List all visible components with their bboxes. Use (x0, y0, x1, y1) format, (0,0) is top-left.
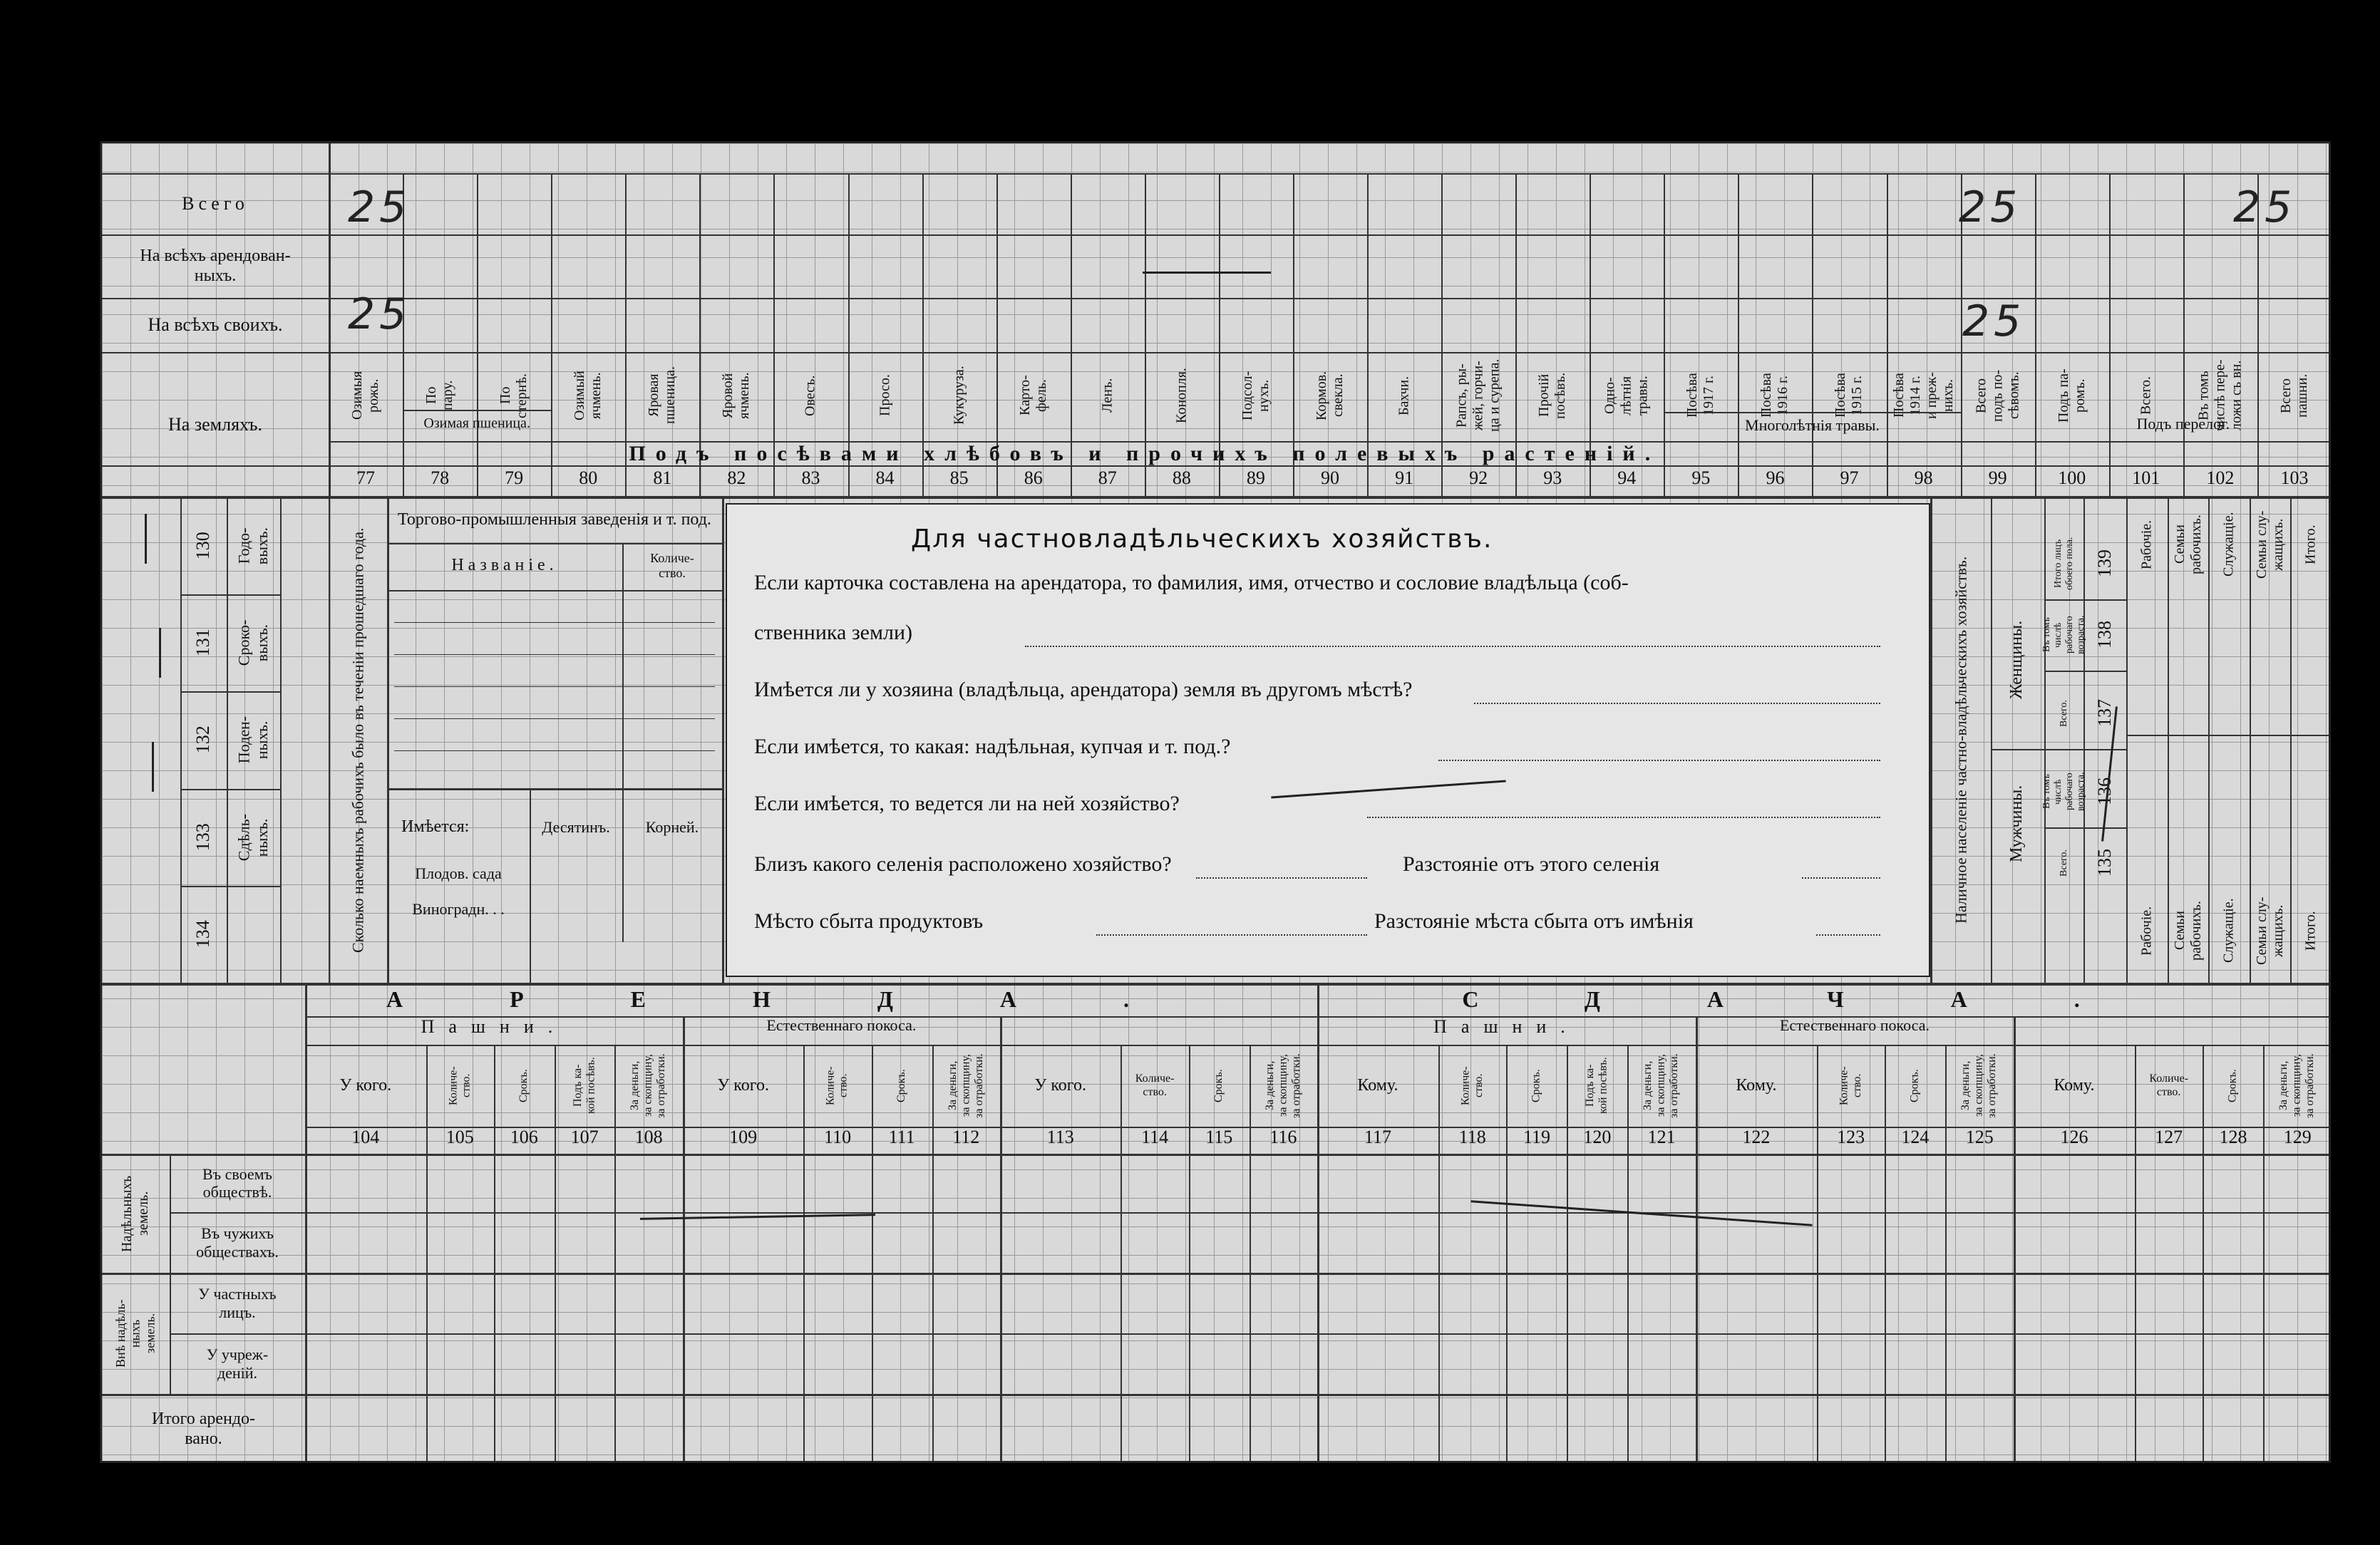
lease-column-header: За деньги, за скопщину, за отработки. (1959, 1053, 1999, 1118)
column-number-94: 94 (1617, 467, 1637, 488)
worker-type-label: Годо- выхъ. (235, 527, 271, 565)
far-right-header: Семьи слу- жащихъ. (2253, 510, 2286, 579)
lease-column-header: У кого. (717, 1075, 769, 1095)
lease-column-number: 122 (1742, 1127, 1771, 1147)
private-farm-question: Разстоянiе мѣста сбыта отъ имѣнiя (1374, 909, 1694, 933)
top-row-rule (102, 234, 2331, 236)
column-header-98: Посѣва 1914 г. и преж- нихъ. (1890, 372, 1956, 419)
bottom-rule (305, 1045, 2331, 1046)
column-number-81: 81 (653, 467, 672, 488)
population-title: Наличное населенiе частно-владѣльческихъ хозяйствъ. (1952, 556, 1970, 924)
column-header-99: Всего подъ по- сѣвомъ. (1973, 369, 2022, 422)
lease-column-number: 109 (729, 1127, 758, 1147)
pop-column-number: 135 (2094, 849, 2116, 877)
column-header-80: Озимый ячмень. (572, 371, 604, 420)
dotted-answer-line (1438, 760, 1880, 761)
top-row-rule (102, 352, 2331, 353)
dotted-answer-line (1816, 934, 1880, 936)
column-header-94: Одно- лѣтнiя травы. (1602, 376, 1651, 415)
column-header-88: Конопля. (1173, 368, 1190, 423)
worker-row-number: 132 (192, 725, 214, 754)
lease-column-number: 115 (1205, 1127, 1233, 1147)
column-header-81: Яровая пшеница. (646, 366, 679, 425)
pop-column-number: 139 (2094, 549, 2116, 578)
mid-rule (722, 497, 724, 983)
torg-dotted-line (394, 750, 715, 751)
lease-column-header: У кого. (1034, 1075, 1087, 1095)
lease-column-number: 111 (888, 1127, 915, 1147)
pod-perelog-label: Подъ перелог. (2136, 415, 2230, 433)
lease-column-header: За деньги, за скопщину, за отработки. (946, 1053, 985, 1118)
dotted-answer-line (1025, 646, 1880, 647)
column-number-79: 79 (505, 467, 524, 488)
muzhchiny-label: Мужчины. (2007, 785, 2026, 863)
column-number-103: 103 (2280, 467, 2309, 488)
row-label-svoih: На всѣхъ своихъ. (148, 314, 283, 336)
lease-column-number: 117 (1364, 1127, 1391, 1147)
torg-title: Торгово-промышленныя заведенiя и т. под. (398, 510, 711, 529)
lease-column-number: 116 (1269, 1127, 1297, 1147)
lease-column-number: 107 (570, 1127, 599, 1147)
private-farm-question: Разстоянiе отъ этого селенiя (1403, 852, 1660, 876)
lease-column-number: 113 (1046, 1127, 1074, 1147)
lease-column-header: Количе- ство. (1838, 1066, 1863, 1105)
pop-column-number: 138 (2094, 621, 2116, 649)
far-right-header: Служащiе. (2220, 512, 2237, 577)
pen-tick (152, 742, 154, 792)
worker-type-label: Сроко- выхъ. (235, 620, 271, 666)
mid-cell-rule (180, 691, 280, 693)
lease-column-number: 112 (952, 1127, 980, 1147)
column-number-90: 90 (1320, 467, 1339, 488)
lease-column-header: Подъ ка- кой посѣвъ. (571, 1057, 597, 1115)
lease-column-header: Срокъ. (517, 1069, 530, 1102)
column-number-91: 91 (1395, 467, 1414, 488)
column-number-86: 86 (1024, 467, 1043, 488)
dotted-answer-line (1196, 877, 1367, 879)
lease-column-header: У кого. (339, 1075, 392, 1095)
lease-column-header: За деньги, за скопщину, за отработки. (1642, 1053, 1681, 1118)
lease-column-number: 105 (445, 1127, 474, 1147)
pop-rule (2044, 671, 2126, 672)
column-number-85: 85 (949, 467, 969, 488)
lease-column-header: За деньги, за скопщину, за отработки. (629, 1053, 668, 1118)
top-row-rule (102, 173, 2331, 175)
column-header-103: Всего пашни. (2277, 373, 2310, 418)
column-number-84: 84 (875, 467, 895, 488)
lease-column-header: Срокъ. (1212, 1069, 1225, 1102)
lease-column-header: Кому. (2054, 1075, 2095, 1095)
column-number-89: 89 (1246, 467, 1265, 488)
torg-dotted-line (394, 622, 715, 623)
column-header-92: Рапсъ, ры- жей, горчи- ца и сурепа. (1453, 358, 1503, 433)
column-number-97: 97 (1840, 467, 1859, 488)
torg-qty-header: Количе- ство. (650, 551, 694, 580)
desyatin-header: Десятинъ. (542, 818, 610, 837)
bottom-row-rule (170, 1333, 2331, 1335)
lease-column-number: 110 (824, 1127, 852, 1147)
lease-column-header: Срокъ. (2226, 1069, 2239, 1102)
crops-banner: Подъ посѣвами хлѣбовъ и прочихъ полевыхъ растенiй. (629, 441, 1661, 465)
mid-cell-rule (180, 594, 280, 596)
bottom-row-rule (102, 1273, 2331, 1275)
column-number-92: 92 (1469, 467, 1488, 488)
lease-column-header: Количе- ство. (1135, 1073, 1175, 1098)
dotted-answer-line (1096, 934, 1367, 936)
estestv-label: Естественнаго покоса. (1779, 1016, 1930, 1034)
row-label-na-zemlyah: На земляхъ. (168, 414, 262, 435)
lease-column-header: Кому. (1357, 1075, 1398, 1095)
torg-col-rule (622, 543, 624, 942)
worker-row-number: 131 (192, 629, 214, 657)
lease-column-header: За деньги, за скопщину, за отработки. (2277, 1053, 2317, 1118)
mid-cell-rule (180, 886, 280, 887)
lease-column-number: 121 (1647, 1127, 1676, 1147)
column-header-83: Овесъ. (802, 375, 818, 416)
column-header-79: По стернѣ. (498, 373, 530, 418)
far-right-header: Итого. (2302, 525, 2319, 564)
column-header-85: Кукуруза. (951, 366, 967, 425)
column-header-91: Бахчи. (1396, 376, 1412, 415)
private-farm-question: Если карточка составлена на арендатора, то фамилия, имя, отчество и сословие владѣльца (соб- (754, 571, 1629, 594)
far-right-footer: Итого. (2302, 911, 2319, 951)
lease-column-header: Количе- ство. (446, 1066, 473, 1105)
row-label-vsego: Всего (182, 193, 249, 215)
private-farm-question: Имѣется ли у хозяина (владѣльца, арендатора) земля въ другомъ мѣстѣ? (754, 678, 1413, 701)
private-farm-question: ственника земли) (754, 621, 912, 644)
zhenschiny-label: Женщины. (2007, 620, 2026, 700)
lease-column-number: 126 (2060, 1127, 2088, 1147)
lease-column-header: Срокъ. (895, 1069, 907, 1102)
torg-dotted-line (394, 718, 715, 719)
top-col-rule (2035, 173, 2036, 497)
column-number-102: 102 (2206, 467, 2235, 488)
column-header-93: Прочiй посѣвъ. (1536, 372, 1569, 419)
lease-column-header: Кому. (1736, 1075, 1777, 1095)
column-header-100: Подъ па- ромъ. (2055, 368, 2088, 423)
pop-column-label: Итого лицъ обоего пола. (2052, 537, 2075, 591)
column-number-100: 100 (2058, 467, 2086, 488)
imeetsya-label: Имѣется: (401, 817, 470, 837)
column-header-101: Всего. (2138, 376, 2154, 415)
bottom-rule (102, 1154, 2331, 1156)
column-number-99: 99 (1988, 467, 2007, 488)
arenda-title: АРЕНДА. (386, 986, 1236, 1012)
lease-column-header: Срокъ. (1530, 1069, 1542, 1102)
handwritten-number: 25 (1962, 296, 2026, 346)
column-number-77: 77 (356, 467, 376, 488)
row-label-arendovannyh: На всѣхъ арендован- ныхъ. (140, 246, 291, 285)
lease-column-number: 125 (1965, 1127, 1994, 1147)
torg-col-rule (530, 788, 531, 983)
lease-column-header: Количе- ство. (1459, 1066, 1485, 1105)
mid-cell-rule (180, 789, 280, 790)
lease-column-number: 114 (1141, 1127, 1169, 1147)
far-right-footer: Служащiе. (2220, 898, 2237, 963)
private-farm-question: Мѣсто сбыта продуктовъ (754, 909, 984, 933)
mid-cell-rule (180, 497, 280, 499)
handwritten-number: 25 (348, 182, 411, 232)
vinogradnik-label: Виноградн. . . (412, 900, 505, 919)
column-number-87: 87 (1098, 467, 1117, 488)
handwritten-number: 25 (348, 289, 411, 339)
column-number-88: 88 (1172, 467, 1191, 488)
lease-column-number: 106 (510, 1127, 538, 1147)
pen-stroke (640, 1214, 875, 1220)
handwritten-number: 25 (1959, 182, 2022, 232)
column-number-101: 101 (2132, 467, 2160, 488)
mnogoletnie-travy-label: Многолѣтнiя травы. (1745, 416, 1880, 435)
pop-rule (1991, 749, 2126, 750)
torg-dotted-line (394, 686, 715, 687)
lease-column-number: 104 (351, 1127, 380, 1147)
lease-column-header: Количе- ство. (2149, 1073, 2189, 1098)
pashni-label: Пашни. (421, 1016, 567, 1037)
far-right-header: Семьи рабочихъ. (2171, 515, 2204, 574)
column-header-86: Карто- фель. (1016, 375, 1049, 416)
lease-column-number: 129 (2283, 1127, 2312, 1147)
pen-stroke (1143, 272, 1271, 274)
column-number-82: 82 (727, 467, 746, 488)
estestv-label: Естественнаго покоса. (766, 1016, 917, 1034)
torg-dotted-line (394, 654, 715, 655)
column-number-93: 93 (1543, 467, 1562, 488)
column-header-95: Посѣва 1917 г. (1684, 373, 1717, 418)
bottom-row-rule (170, 1212, 2331, 1214)
column-header-78: По пару. (423, 380, 456, 411)
column-header-84: Просо. (877, 374, 893, 417)
lease-column-number: 124 (1901, 1127, 1930, 1147)
dotted-answer-line (1802, 877, 1880, 879)
far-right-footer: Семьи рабочихъ. (2171, 901, 2204, 961)
mid-rule (329, 497, 330, 983)
korney-header: Корней. (645, 818, 699, 837)
far-right-footer: Семьи слу- жащихъ. (2253, 896, 2286, 965)
plody-sada-label: Плодов. сада (415, 864, 502, 883)
lease-column-number: 118 (1458, 1127, 1486, 1147)
pop-column-number: 137 (2094, 699, 2116, 728)
lease-column-header: Срокъ. (1908, 1069, 1921, 1102)
column-number-98: 98 (1914, 467, 1933, 488)
lease-column-header: За деньги, за скопщину, за отработки. (1263, 1053, 1302, 1118)
sdacha-title: СДАЧА. (1462, 986, 2187, 1012)
worker-type-label: Сдѣль- ныхъ. (235, 813, 271, 861)
private-farm-question: Если имѣется, то какая: надѣльная, купчая и т. под.? (754, 735, 1231, 758)
mid-rule (1991, 497, 1992, 983)
worker-row-number: 133 (192, 823, 214, 852)
lease-column-header: Подъ ка- кой посѣвъ. (1584, 1057, 1609, 1115)
column-header-96: Посѣва 1916 г. (1758, 373, 1791, 418)
mid-rule (280, 497, 282, 983)
column-header-102: Въ томъ числѣ пере- ложи съ вн. (2195, 359, 2245, 432)
itogo-arendovano-label: Итого арендо- вано. (151, 1410, 256, 1448)
mid-rule (1930, 497, 1932, 983)
lease-row-label: Въ чужихъ обществахъ. (196, 1224, 279, 1261)
mnogolet-rule (1664, 412, 1960, 413)
pop-column-number: 136 (2094, 777, 2116, 806)
dotted-answer-line (1474, 703, 1880, 704)
pop-column-label: Всего. (2058, 700, 2069, 727)
torg-rule (387, 590, 722, 591)
lease-column-header: Количе- ство. (824, 1066, 850, 1105)
pen-tick (145, 514, 147, 564)
census-card (100, 141, 2331, 1463)
lease-row-label: У частныхъ лицъ. (198, 1285, 277, 1321)
lease-column-number: 119 (1523, 1127, 1550, 1147)
pop-column-label: Въ томъ числѣ рабочаго возраста. (2041, 615, 2087, 655)
column-header-97: Посѣва 1915 г. (1833, 373, 1865, 418)
far-right-rule (2126, 735, 2331, 736)
column-header-90: Кормов. свекла. (1313, 371, 1346, 420)
column-number-96: 96 (1766, 467, 1785, 488)
private-farm-title: Для частновладѣльческихъ хозяйствъ. (911, 525, 1493, 554)
column-number-78: 78 (431, 467, 450, 488)
ozimaya-pshenica-label: Озимая пшеница. (423, 415, 530, 431)
top-col-rule (2109, 173, 2111, 497)
lease-column-number: 108 (634, 1127, 663, 1147)
pashni-label: Пашни. (1433, 1016, 1580, 1037)
group-vne-nadel: Внѣ надѣль- ныхъ земель. (113, 1299, 158, 1368)
top-col-rule (2183, 173, 2185, 497)
column-header-89: Подсол- нухъ. (1239, 371, 1272, 420)
private-farm-question: Близъ какого селенiя расположено хозяйство? (754, 852, 1172, 876)
worker-type-label: Поден- ныхъ. (235, 716, 271, 764)
column-number-80: 80 (579, 467, 598, 488)
worker-row-number: 130 (192, 532, 214, 560)
lease-column-number: 120 (1583, 1127, 1612, 1147)
far-right-header: Рабочiе. (2138, 520, 2155, 569)
column-header-77: Озимыя рожь. (349, 371, 382, 420)
dotted-answer-line (1367, 817, 1880, 818)
handwritten-number: 25 (2233, 182, 2297, 232)
column-header-82: Яровой ячмень. (720, 372, 753, 419)
ozimaya-rule (403, 410, 551, 411)
lease-column-number: 128 (2219, 1127, 2247, 1147)
column-number-83: 83 (801, 467, 820, 488)
torg-rule (387, 788, 722, 790)
group-nadel: Надѣльныхъ земель. (119, 1175, 151, 1252)
lease-row-label: Въ своемъ обществѣ. (202, 1164, 272, 1201)
private-farm-question: Если имѣется, то ведется ли на ней хозяйство? (754, 792, 1180, 815)
bottom-row-rule (102, 1394, 2331, 1396)
hired-workers-title: Сколько наемныхъ рабочихъ было въ теченiи прошедшаго года. (349, 527, 367, 953)
far-right-footer: Рабочiе. (2138, 906, 2155, 956)
column-header-87: Ленъ. (1099, 378, 1116, 413)
pop-column-label: Въ томъ числѣ рабочаго возраста. (2041, 772, 2087, 812)
pen-tick (159, 628, 161, 678)
lease-row-label: У учреж- денiй. (206, 1345, 269, 1382)
pop-column-label: Всего. (2058, 849, 2069, 877)
worker-row-number: 134 (192, 920, 214, 949)
lease-column-number: 127 (2155, 1127, 2183, 1147)
column-number-95: 95 (1691, 467, 1711, 488)
torg-name-header: Названiе. (451, 556, 558, 575)
lease-column-number: 123 (1837, 1127, 1865, 1147)
